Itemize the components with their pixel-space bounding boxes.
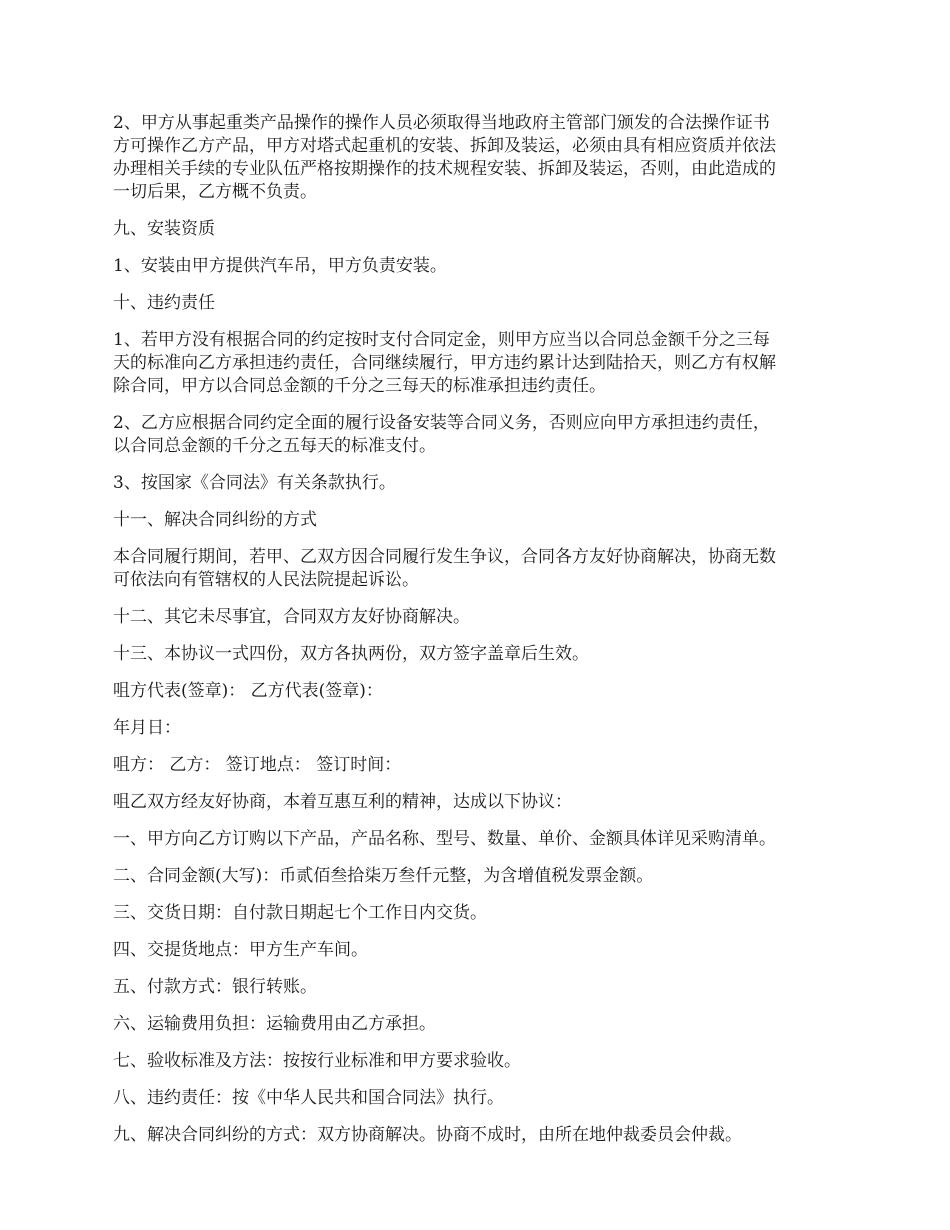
document-paragraph: [113, 255, 841, 278]
paragraph-line: 可依法向有管辖权的人民法院提起诉讼。: [113, 570, 419, 590]
paragraph-line: 十、违约责任: [113, 293, 215, 313]
document-paragraph: [113, 717, 841, 740]
paragraph-line: 3、按国家《合同法》有关条款执行。: [113, 473, 396, 493]
paragraph-line: 五、付款方式：银行转账。: [113, 977, 317, 997]
paragraph-line: 年月日：: [113, 718, 181, 738]
document-paragraph: [113, 680, 841, 703]
document-page: [113, 112, 841, 1161]
document-paragraph: [113, 791, 841, 814]
document-paragraph: [113, 976, 841, 999]
paragraph-line: 本合同履行期间，若甲、乙双方因合同履行发生争议，合同各方友好协商解决，协商无数: [113, 547, 776, 567]
paragraph-line: 十三、本协议一式四份，双方各执两份，双方签字盖章后生效。: [113, 644, 589, 664]
paragraph-line: 一切后果，乙方概不负责。: [113, 182, 317, 202]
document-paragraph: [113, 472, 841, 495]
paragraph-line: 九、安装资质: [113, 219, 215, 239]
document-paragraph: [113, 828, 841, 851]
paragraph-line: 八、违约责任：按《中华人民共和国合同法》执行。: [113, 1088, 504, 1108]
document-paragraph: [113, 606, 841, 629]
paragraph-line: 一、甲方向乙方订购以下产品，产品名称、型号、数量、单价、金额具体详见采购清单。: [113, 829, 776, 849]
paragraph-line: 2、甲方从事起重类产品操作的操作人员必须取得当地政府主管部门颁发的合法操作证书: [113, 113, 770, 133]
document-paragraph: [113, 939, 841, 962]
paragraph-line: 咀方代表(签章)： 乙方代表(签章)：: [113, 681, 383, 701]
paragraph-line: 二、合同金额(大写)：币贰佰叁拾柒万叁仟元整，为含增值税发票金额。: [113, 866, 654, 886]
paragraph-line: 办理相关手续的专业队伍严格按期操作的技术规程安装、拆卸及装运，否则，由此造成的: [113, 159, 776, 179]
paragraph-line: 九、解决合同纠纷的方式：双方协商解决。协商不成时，由所在地仲裁委员会仲裁。: [113, 1125, 742, 1145]
paragraph-line: 三、交货日期：自付款日期起七个工作日内交货。: [113, 903, 487, 923]
paragraph-line: 七、验收标准及方法：按按行业标准和甲方要求验收。: [113, 1051, 521, 1071]
document-paragraph: [113, 546, 841, 592]
document-paragraph: [113, 902, 841, 925]
paragraph-line: 除合同，甲方以合同总金额的千分之三每天的标准承担违约责任。: [113, 376, 606, 396]
document-paragraph: [113, 1013, 841, 1036]
paragraph-line: 四、交提货地点：甲方生产车间。: [113, 940, 368, 960]
paragraph-line: 天的标准向乙方承担违约责任，合同继续履行，甲方违约累计达到陆拾天，则乙方有权解: [113, 353, 776, 373]
document-paragraph: [113, 292, 841, 315]
paragraph-line: 十一、解决合同纠纷的方式: [113, 510, 317, 530]
document-paragraph: [113, 1087, 841, 1110]
paragraph-line: 咀方： 乙方： 签订地点： 签订时间：: [113, 755, 402, 775]
document-paragraph: [113, 112, 841, 204]
document-paragraph: [113, 509, 841, 532]
paragraph-line: 2、乙方应根据合同约定全面的履行设备安装等合同义务，否则应向甲方承担违约责任，: [113, 413, 770, 433]
paragraph-line: 1、安装由甲方提供汽车吊，甲方负责安装。: [113, 256, 447, 276]
paragraph-line: 1、若甲方没有根据合同的约定按时支付合同定金，则甲方应当以合同总金额千分之三每: [113, 330, 770, 350]
document-paragraph: [113, 1050, 841, 1073]
document-paragraph: [113, 754, 841, 777]
document-paragraph: [113, 412, 841, 458]
document-paragraph: [113, 1124, 841, 1147]
document-paragraph: [113, 218, 841, 241]
document-paragraph: [113, 865, 841, 888]
paragraph-line: 方可操作乙方产品，甲方对塔式起重机的安装、拆卸及装运，必须由具有相应资质并依法: [113, 136, 776, 156]
document-paragraph: [113, 329, 841, 398]
paragraph-line: 以合同总金额的千分之五每天的标准支付。: [113, 436, 436, 456]
paragraph-line: 十二、其它未尽事宜，合同双方友好协商解决。: [113, 607, 470, 627]
paragraph-line: 六、运输费用负担：运输费用由乙方承担。: [113, 1014, 436, 1034]
document-paragraph: [113, 643, 841, 666]
paragraph-line: 咀乙双方经友好协商，本着互惠互利的精神，达成以下协议：: [113, 792, 572, 812]
